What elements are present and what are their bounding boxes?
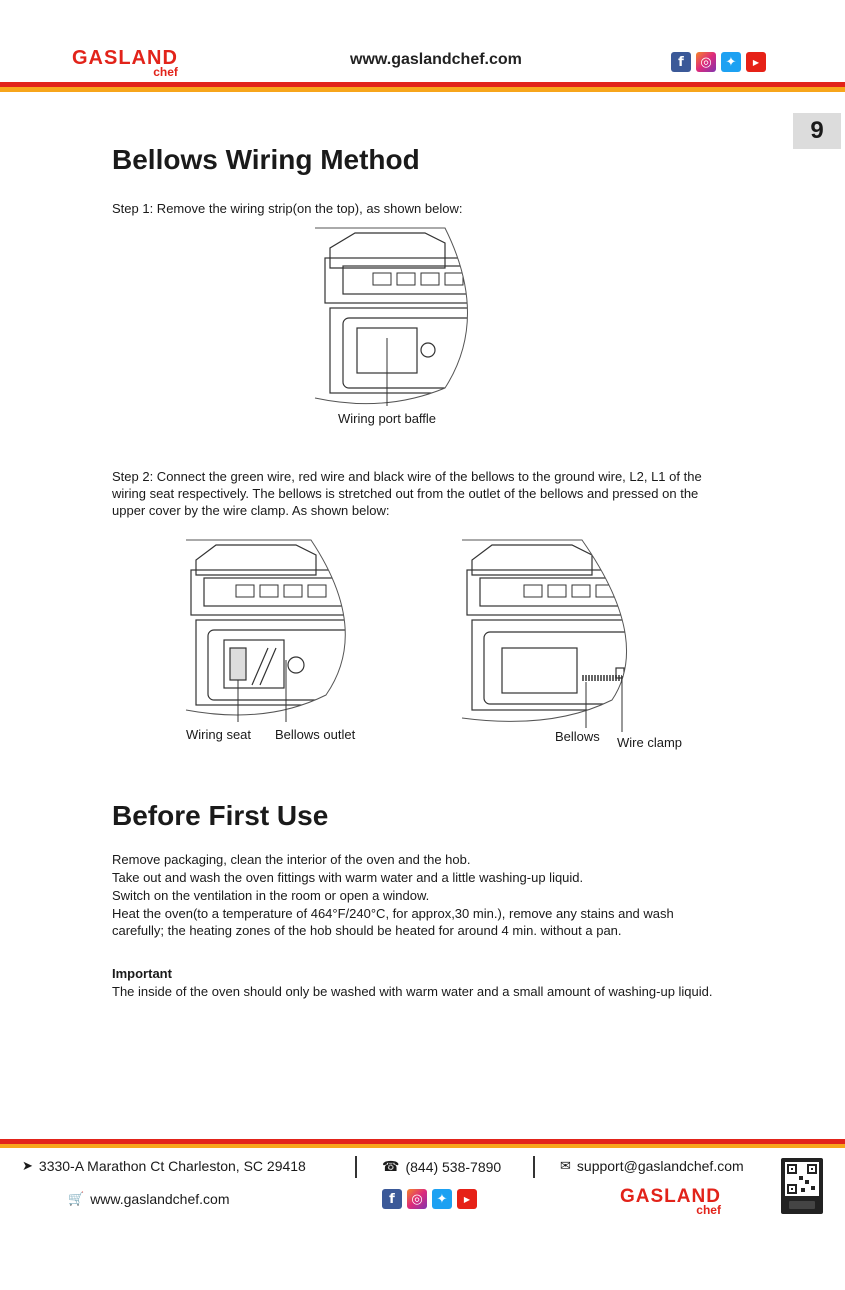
footer-socials <box>382 1189 477 1209</box>
important-text: The inside of the oven should only be washed with warm water and a small amount of washing-up liquid. <box>112 984 713 999</box>
first-use-line-4: Heat the oven(to a temperature of 464°F/240°C, for approx,30 min.), remove any stains and wash carefully; the heating zones of the hob should be heated for around 4 min. without a pan. <box>112 906 674 938</box>
footer-email-text[interactable]: support@gaslandchef.com <box>576 1158 744 1174</box>
footer-divider-2 <box>533 1156 535 1178</box>
figure-wiring-port-baffle <box>315 228 485 408</box>
caption-wire-clamp: Wire clamp <box>617 735 683 750</box>
section-title-before-first-use: Before First Use <box>112 800 329 831</box>
caption-wiring-seat: Wiring seat <box>186 727 252 742</box>
header-logo <box>72 48 178 78</box>
footer-phone-text[interactable]: (844) 538-7890 <box>405 1158 502 1175</box>
footer-website <box>68 1191 229 1207</box>
first-use-line-3: Switch on the ventilation in the room or open a window. <box>112 888 430 903</box>
facebook-icon[interactable]: f <box>382 1189 402 1209</box>
phone-icon: ☎ <box>382 1158 400 1174</box>
footer-stripe-orange <box>0 1144 845 1148</box>
qr-code-icon[interactable] <box>781 1158 823 1214</box>
facebook-icon[interactable]: f <box>671 52 691 72</box>
footer-logo-brand: GASLAND <box>620 1186 721 1207</box>
caption-bellows-outlet: Bellows outlet <box>275 727 356 742</box>
youtube-icon[interactable]: ▶ <box>457 1189 477 1209</box>
header-socials <box>671 52 766 72</box>
step1-text: Step 1: Remove the wiring strip(on the top), as shown below: <box>112 201 463 216</box>
footer-divider-1 <box>355 1156 357 1178</box>
cart-icon: 🛒 <box>68 1191 85 1206</box>
twitter-icon[interactable]: ✦ <box>721 52 741 72</box>
figure-wiring-seat <box>186 540 358 725</box>
step2-text: Step 2: Connect the green wire, red wire and black wire of the bellows to the ground wire, L2, L1 of the wiring seat respectively. The bellows is stretched out from the outlet of the bellows and pressed on the upper cover by the wire clamp. As shown below: <box>112 469 702 518</box>
first-use-line-1: Remove packaging, clean the interior of the oven and the hob. <box>112 852 471 867</box>
mail-icon: ✉ <box>560 1158 571 1173</box>
instagram-icon[interactable]: ◎ <box>696 52 716 72</box>
page-number: 9 <box>793 113 841 149</box>
footer-logo <box>620 1187 721 1216</box>
twitter-icon[interactable]: ✦ <box>432 1189 452 1209</box>
first-use-line-2: Take out and wash the oven fittings with warm water and a little washing-up liquid. <box>112 870 584 885</box>
footer-website-text[interactable]: www.gaslandchef.com <box>90 1191 230 1207</box>
figure-bellows-wire-clamp <box>462 540 634 732</box>
footer-address <box>22 1158 306 1174</box>
footer-email <box>560 1158 744 1174</box>
footer-address-text: 3330-A Marathon Ct Charleston, SC 29418 <box>38 1158 306 1174</box>
page-header <box>0 0 845 95</box>
footer-phone <box>382 1158 501 1175</box>
youtube-icon[interactable]: ▶ <box>746 52 766 72</box>
footer-logo-sub: chef <box>696 1203 721 1217</box>
logo-sub: chef <box>153 65 178 79</box>
caption-wiring-port-baffle: Wiring port baffle <box>338 411 437 426</box>
logo-brand: GASLAND <box>72 47 178 69</box>
header-website[interactable]: www.gaslandchef.com <box>350 51 522 68</box>
important-title: Important <box>112 966 172 981</box>
location-arrow-icon: ➤ <box>22 1158 33 1173</box>
instagram-icon[interactable]: ◎ <box>407 1189 427 1209</box>
section-title-bellows: Bellows Wiring Method <box>112 144 420 175</box>
caption-bellows: Bellows <box>555 729 600 744</box>
header-stripe-orange <box>0 87 845 92</box>
